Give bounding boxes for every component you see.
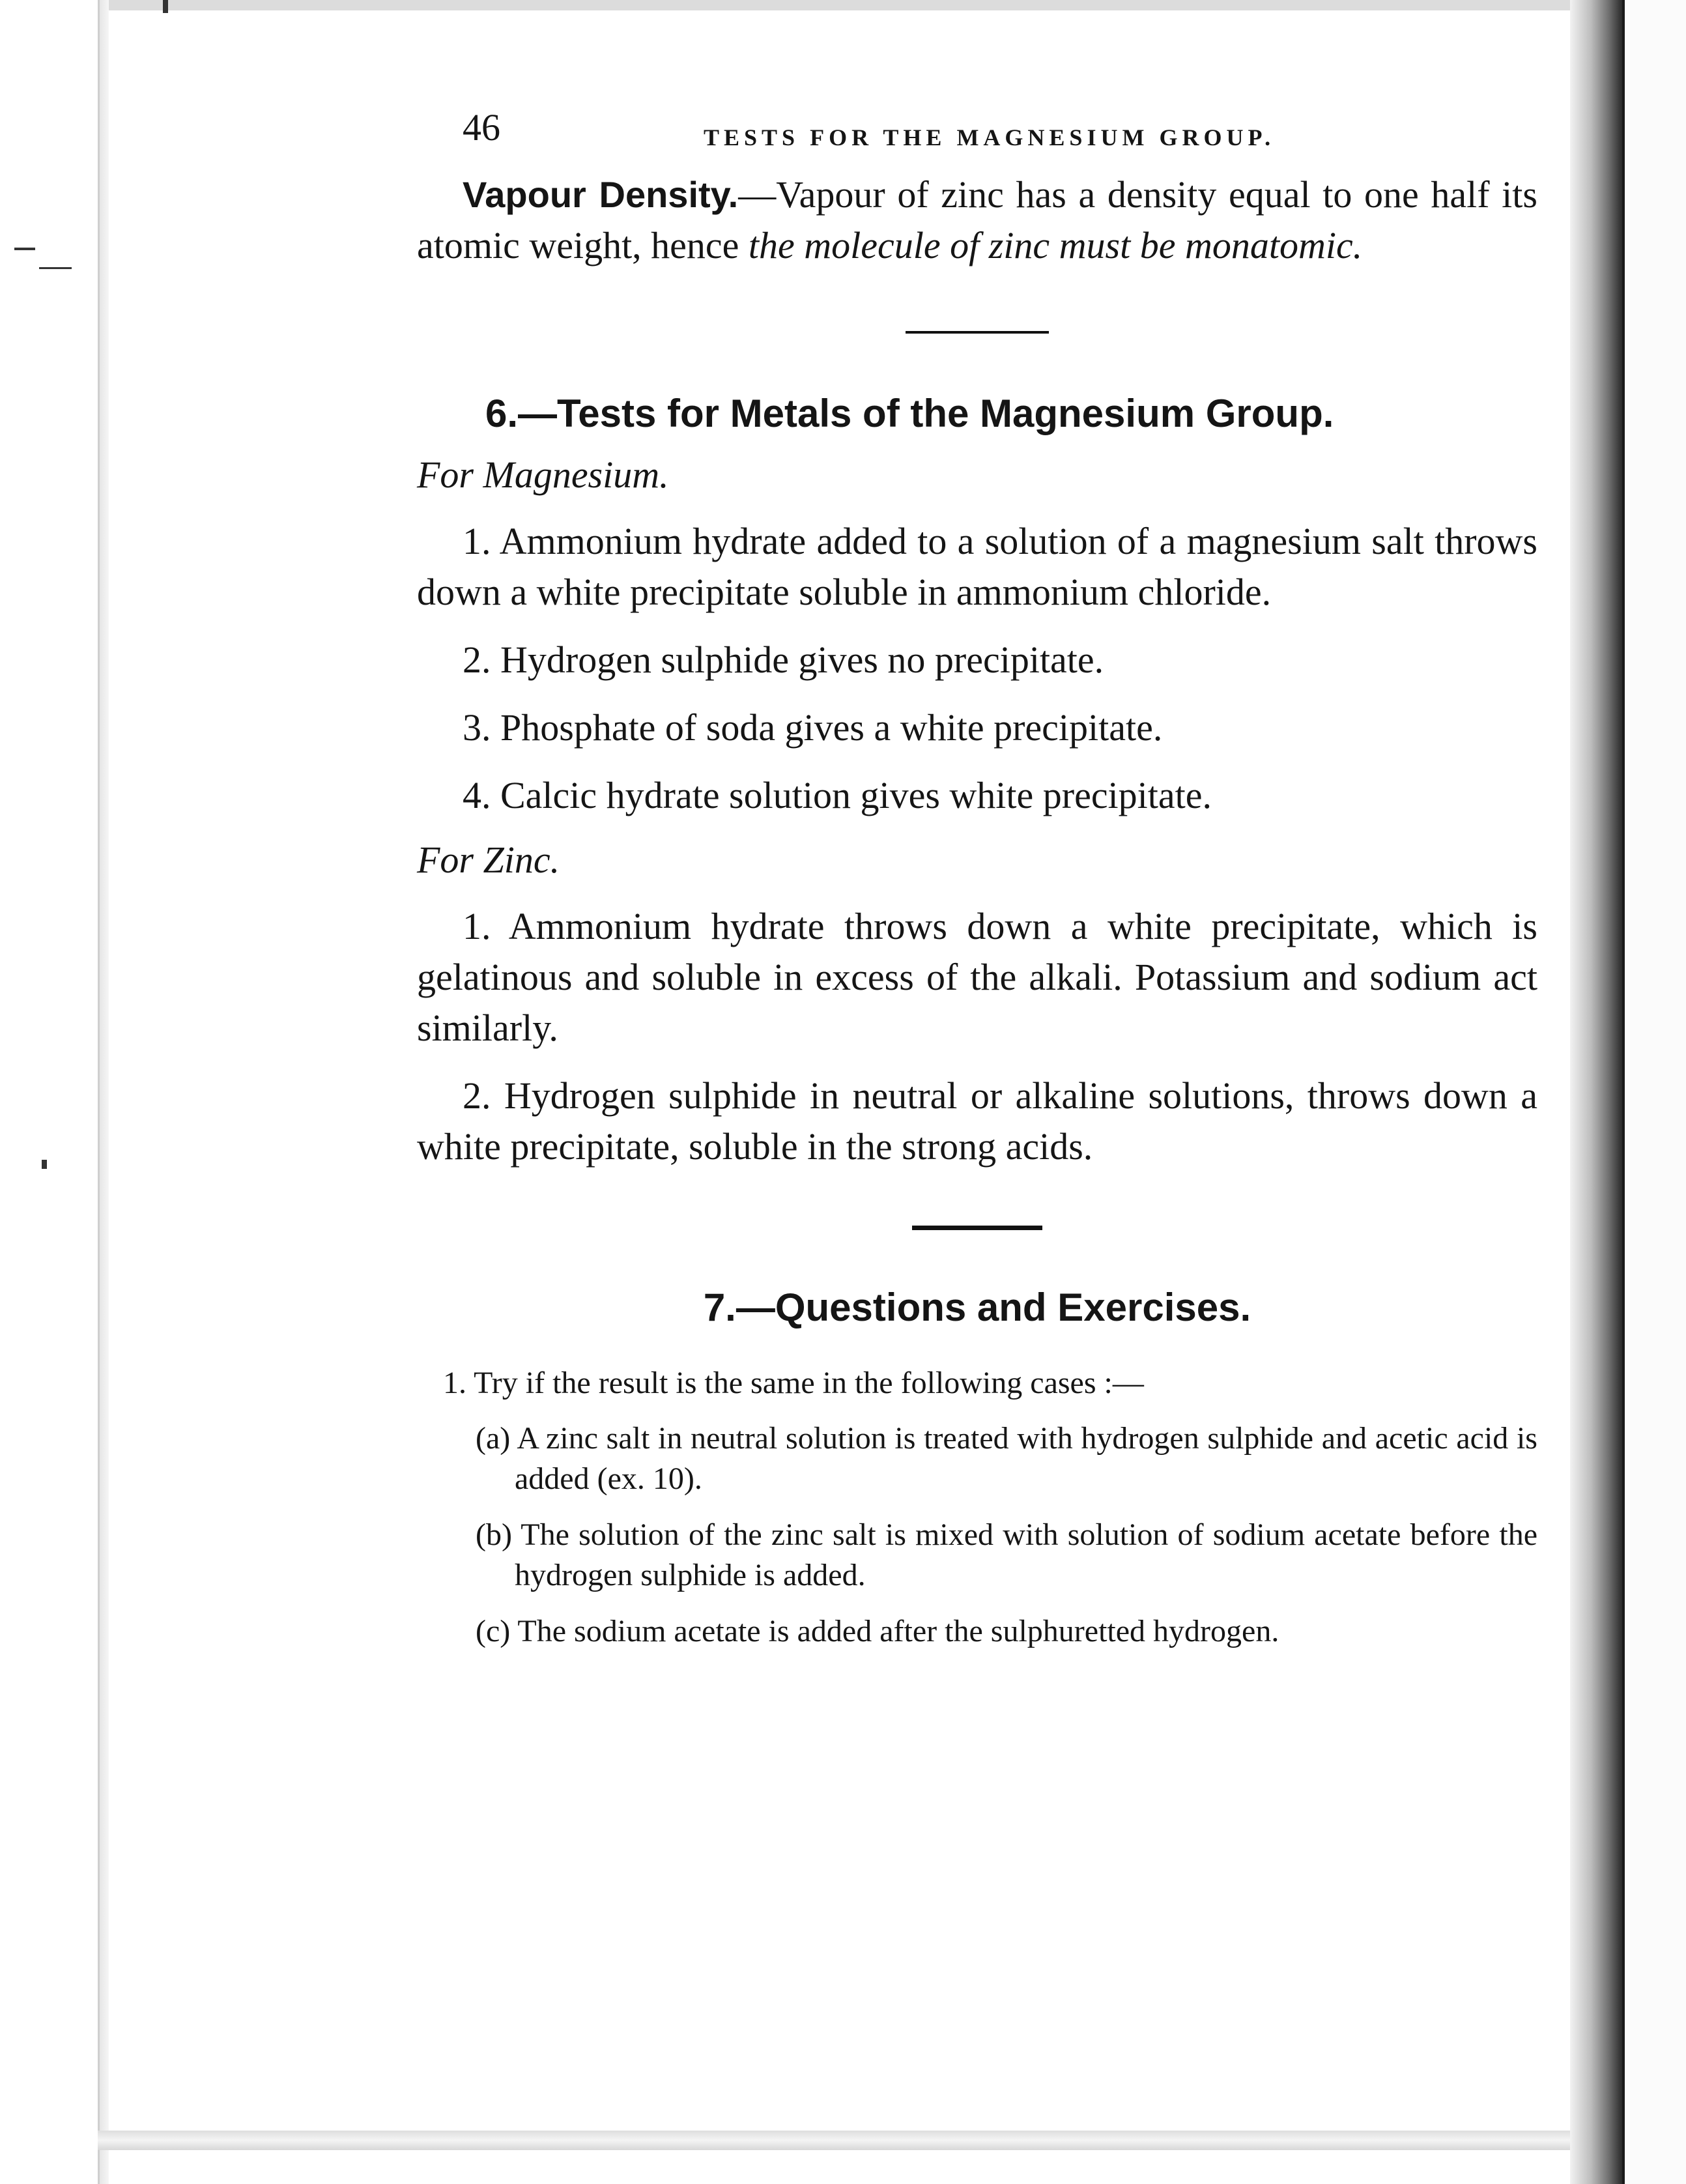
question-subitem: [417, 1611, 1537, 1652]
running-head: [417, 98, 1537, 169]
section-heading-6: [417, 391, 1537, 436]
section-title: —Questions and Exercises.: [736, 1286, 1251, 1329]
question-subitem: [417, 1515, 1537, 1596]
question-1: 1. Try if the result is the same in the following cases :—: [443, 1366, 1144, 1400]
runin-heading: Vapour Density.: [463, 174, 739, 215]
section-number: 6.: [485, 392, 519, 435]
list-item: 3. Phosphate of soda gives a white precipitate.: [463, 706, 1163, 749]
scan-speck: [163, 0, 168, 13]
running-title: TESTS FOR THE MAGNESIUM GROUP.: [704, 124, 1276, 151]
facing-page-edge: [1622, 0, 1686, 2184]
scan-margin: [0, 0, 39, 2184]
section-divider: [906, 331, 1049, 334]
questions-block: [417, 1361, 1537, 1652]
vapour-density-paragraph: [417, 169, 1537, 271]
subheading-magnesium: For Magnesium.: [417, 453, 669, 496]
subitem-text: The solution of the zinc salt is mixed with solution of sodium acetate before the hydrogen sulphide is added.: [515, 1517, 1537, 1592]
subitem-text: A zinc salt in neutral solution is treated with hydrogen sulphide and acetic acid is added (ex. 10).: [515, 1421, 1537, 1496]
subitem-label: (b): [476, 1517, 512, 1552]
paragraph-text: —Vapour of zinc has a density equal to one half its atomic weight, hence: [417, 173, 1537, 266]
list-item: 2. Hydrogen sulphide gives no precipitate.: [463, 639, 1104, 681]
page-edge-top: [98, 0, 1596, 10]
subitem-text: The sodium acetate is added after the sulphuretted hydrogen.: [517, 1614, 1279, 1648]
question-subitem: [417, 1418, 1537, 1499]
section-number: 7.: [703, 1286, 736, 1329]
emphasis-text: the molecule of zinc must be monatomic.: [748, 224, 1363, 266]
list-item: 2. Hydrogen sulphide in neutral or alkaline solutions, throws down a white precipitate, soluble in the strong acids.: [417, 1074, 1537, 1168]
section-heading-7: [417, 1285, 1537, 1330]
book-page: [417, 98, 1537, 1667]
book-spine-shadow: [1570, 0, 1622, 2184]
section-title: —Tests for Metals of the Magnesium Group.: [518, 392, 1334, 435]
subheading-zinc: For Zinc.: [417, 839, 560, 881]
page-edge-left: [98, 0, 109, 2184]
scan-speck: [42, 1160, 47, 1169]
scan-speck: [14, 248, 35, 250]
list-item: 1. Ammonium hydrate added to a solution of a magnesium salt throws down a white precipitate soluble in ammonium chloride.: [417, 520, 1537, 613]
subitem-label: (c): [476, 1614, 511, 1648]
scan-speck: [39, 267, 72, 269]
page-number: 46: [463, 106, 500, 149]
subitem-label: (a): [476, 1421, 511, 1456]
list-item: 4. Calcic hydrate solution gives white precipitate.: [463, 774, 1212, 816]
page-edge-bottom: [98, 2131, 1596, 2150]
section-divider: [912, 1226, 1042, 1230]
list-item: 1. Ammonium hydrate throws down a white precipitate, which is gelatinous and soluble in excess of the alkali. Potassium and sodium act similarly.: [417, 905, 1537, 1049]
